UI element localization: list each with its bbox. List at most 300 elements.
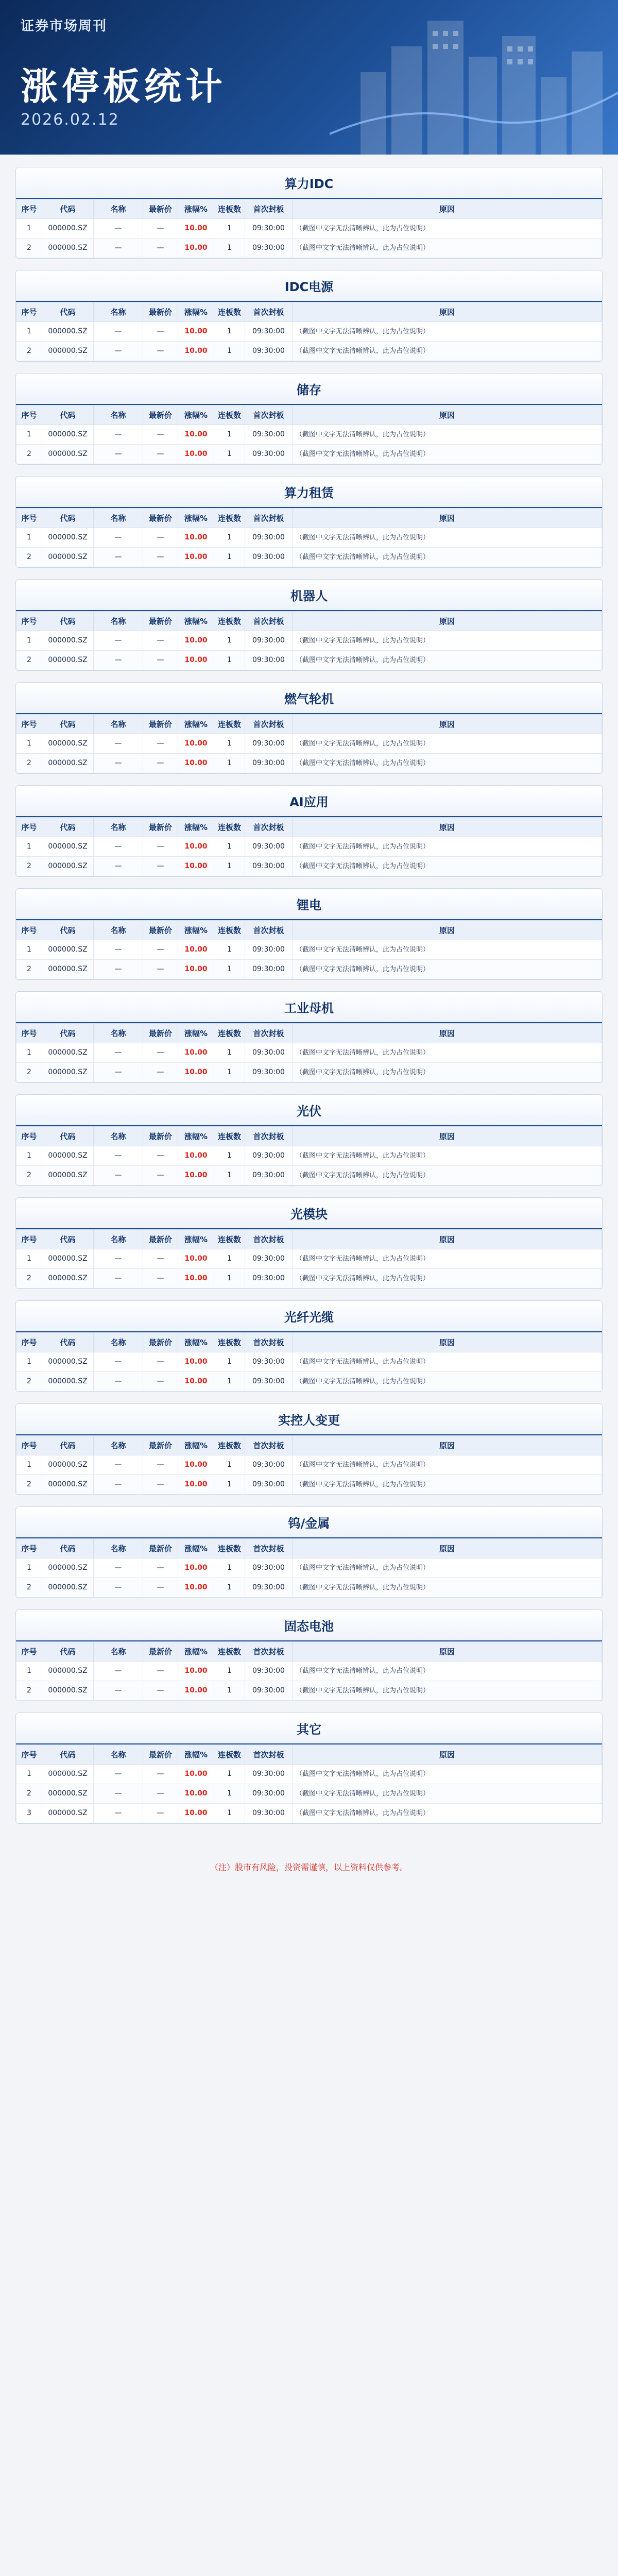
- cell-time: 09:30:00: [245, 548, 293, 567]
- table-header-row: [16, 509, 602, 528]
- column-header: 名称: [94, 199, 143, 219]
- cell-reason: （截图中文字无法清晰辨认，此为占位说明）: [293, 1269, 602, 1289]
- column-header: 首次封板: [245, 715, 293, 734]
- column-header: 首次封板: [245, 1333, 293, 1352]
- cell-price: —: [143, 1765, 178, 1784]
- column-header: 涨幅%: [178, 921, 214, 940]
- sector-title: 钨/金属: [16, 1507, 602, 1538]
- cell-name: —: [94, 528, 143, 548]
- cell-price: —: [143, 322, 178, 342]
- column-header: 代码: [42, 199, 94, 219]
- cell-price: —: [143, 1352, 178, 1372]
- column-header: 代码: [42, 1436, 94, 1455]
- cell-name: —: [94, 1765, 143, 1784]
- cell-time: 09:30:00: [245, 631, 293, 651]
- table-row: [16, 651, 602, 670]
- cell-time: 09:30:00: [245, 1269, 293, 1289]
- column-header: 名称: [94, 1642, 143, 1662]
- cell-boards: 1: [214, 342, 245, 361]
- cell-idx: 2: [16, 445, 42, 464]
- column-header: 名称: [94, 302, 143, 322]
- cell-idx: 2: [16, 651, 42, 670]
- cell-idx: 2: [16, 1681, 42, 1701]
- cell-boards: 1: [214, 1558, 245, 1578]
- column-header: 最新价: [143, 405, 178, 425]
- cell-boards: 1: [214, 1249, 245, 1269]
- cell-boards: 1: [214, 651, 245, 670]
- cell-time: 09:30:00: [245, 651, 293, 670]
- column-header: 名称: [94, 1127, 143, 1146]
- column-header: 涨幅%: [178, 405, 214, 425]
- column-header: 涨幅%: [178, 1436, 214, 1455]
- cell-reason: （截图中文字无法清晰辨认，此为占位说明）: [293, 1372, 602, 1392]
- column-header: 名称: [94, 921, 143, 940]
- cell-pct: 10.00: [178, 1043, 214, 1063]
- cell-name: —: [94, 651, 143, 670]
- cell-reason: （截图中文字无法清晰辨认，此为占位说明）: [293, 1578, 602, 1598]
- column-header: 首次封板: [245, 509, 293, 528]
- column-header: 连板数: [214, 1024, 245, 1043]
- cell-code: 000000.SZ: [42, 857, 94, 876]
- cell-reason: （截图中文字无法清晰辨认，此为占位说明）: [293, 734, 602, 754]
- column-header: 涨幅%: [178, 612, 214, 631]
- column-header: 序号: [16, 1024, 42, 1043]
- cell-reason: （截图中文字无法清晰辨认，此为占位说明）: [293, 1146, 602, 1166]
- cell-code: 000000.SZ: [42, 651, 94, 670]
- cell-boards: 1: [214, 1146, 245, 1166]
- column-header: 名称: [94, 1436, 143, 1455]
- cell-time: 09:30:00: [245, 528, 293, 548]
- cell-time: 09:30:00: [245, 1063, 293, 1082]
- cell-time: 09:30:00: [245, 219, 293, 239]
- cell-time: 09:30:00: [245, 1146, 293, 1166]
- cell-price: —: [143, 445, 178, 464]
- cell-time: 09:30:00: [245, 1372, 293, 1392]
- cell-boards: 1: [214, 1681, 245, 1701]
- table-row: [16, 631, 602, 651]
- cell-boards: 1: [214, 1578, 245, 1598]
- table-row: [16, 322, 602, 342]
- column-header: 代码: [42, 1539, 94, 1558]
- column-header: 连板数: [214, 302, 245, 322]
- sector-title: 算力租赁: [16, 477, 602, 508]
- sector-title: 算力IDC: [16, 167, 602, 199]
- cell-time: 09:30:00: [245, 1681, 293, 1701]
- column-header: 最新价: [143, 1642, 178, 1662]
- cell-pct: 10.00: [178, 1578, 214, 1598]
- column-header: 代码: [42, 1024, 94, 1043]
- column-header: 首次封板: [245, 1024, 293, 1043]
- cell-reason: （截图中文字无法清晰辨认，此为占位说明）: [293, 1249, 602, 1269]
- cell-name: —: [94, 1681, 143, 1701]
- limit-up-table: [16, 405, 602, 464]
- cell-reason: （截图中文字无法清晰辨认，此为占位说明）: [293, 548, 602, 567]
- limit-up-table: [16, 1641, 602, 1701]
- cell-idx: 2: [16, 1166, 42, 1185]
- table-row: [16, 1558, 602, 1578]
- cell-price: —: [143, 1455, 178, 1475]
- cell-price: —: [143, 528, 178, 548]
- cell-code: 000000.SZ: [42, 528, 94, 548]
- column-header: 连板数: [214, 1127, 245, 1146]
- brand-name: 证券市场周刊: [21, 19, 108, 34]
- cell-boards: 1: [214, 548, 245, 567]
- column-header: 代码: [42, 1127, 94, 1146]
- cell-code: 000000.SZ: [42, 1558, 94, 1578]
- column-header: 最新价: [143, 1539, 178, 1558]
- cell-price: —: [143, 1681, 178, 1701]
- table-row: [16, 1662, 602, 1681]
- column-header: 连板数: [214, 715, 245, 734]
- cell-code: 000000.SZ: [42, 1063, 94, 1082]
- cell-time: 09:30:00: [245, 940, 293, 960]
- cell-pct: 10.00: [178, 1662, 214, 1681]
- cell-pct: 10.00: [178, 1146, 214, 1166]
- cell-boards: 1: [214, 322, 245, 342]
- cell-time: 09:30:00: [245, 1352, 293, 1372]
- cell-price: —: [143, 1578, 178, 1598]
- cell-name: —: [94, 960, 143, 979]
- table-row: [16, 548, 602, 567]
- column-header: 最新价: [143, 1333, 178, 1352]
- cell-boards: 1: [214, 1804, 245, 1823]
- cell-idx: 1: [16, 322, 42, 342]
- cell-reason: （截图中文字无法清晰辨认，此为占位说明）: [293, 1558, 602, 1578]
- table-header-row: [16, 818, 602, 837]
- table-row: [16, 219, 602, 239]
- cell-price: —: [143, 1662, 178, 1681]
- cell-price: —: [143, 1269, 178, 1289]
- sector-title: 机器人: [16, 580, 602, 611]
- column-header: 序号: [16, 302, 42, 322]
- column-header: 涨幅%: [178, 1333, 214, 1352]
- cell-code: 000000.SZ: [42, 940, 94, 960]
- column-header: 名称: [94, 1024, 143, 1043]
- cell-reason: （截图中文字无法清晰辨认，此为占位说明）: [293, 754, 602, 773]
- limit-up-table: [16, 817, 602, 876]
- column-header: 涨幅%: [178, 302, 214, 322]
- cell-boards: 1: [214, 734, 245, 754]
- sector-title: 锂电: [16, 889, 602, 920]
- cell-time: 09:30:00: [245, 1475, 293, 1495]
- table-row: [16, 342, 602, 361]
- cell-name: —: [94, 1804, 143, 1823]
- table-row: [16, 1249, 602, 1269]
- cell-name: —: [94, 219, 143, 239]
- cell-idx: 1: [16, 734, 42, 754]
- table-row: [16, 857, 602, 876]
- cell-pct: 10.00: [178, 1804, 214, 1823]
- cell-reason: （截图中文字无法清晰辨认，此为占位说明）: [293, 1662, 602, 1681]
- cell-name: —: [94, 1784, 143, 1804]
- column-header: 连板数: [214, 921, 245, 940]
- column-header: 首次封板: [245, 1539, 293, 1558]
- cell-boards: 1: [214, 960, 245, 979]
- column-header: 最新价: [143, 1230, 178, 1249]
- table-row: [16, 754, 602, 773]
- header-banner: [0, 0, 618, 155]
- cell-boards: 1: [214, 857, 245, 876]
- cell-name: —: [94, 425, 143, 445]
- column-header: 序号: [16, 612, 42, 631]
- column-header: 最新价: [143, 715, 178, 734]
- cell-price: —: [143, 425, 178, 445]
- column-header: 原因: [293, 1127, 602, 1146]
- cell-idx: 2: [16, 1784, 42, 1804]
- table-header-row: [16, 1024, 602, 1043]
- cell-boards: 1: [214, 754, 245, 773]
- sector-section: [15, 1403, 603, 1495]
- cell-pct: 10.00: [178, 1166, 214, 1185]
- cell-name: —: [94, 754, 143, 773]
- cell-idx: 1: [16, 1765, 42, 1784]
- sector-title: 固态电池: [16, 1610, 602, 1641]
- cell-pct: 10.00: [178, 1681, 214, 1701]
- cell-time: 09:30:00: [245, 960, 293, 979]
- cell-pct: 10.00: [178, 239, 214, 258]
- column-header: 涨幅%: [178, 1230, 214, 1249]
- column-header: 最新价: [143, 1436, 178, 1455]
- column-header: 原因: [293, 1539, 602, 1558]
- cell-reason: （截图中文字无法清晰辨认，此为占位说明）: [293, 322, 602, 342]
- cell-code: 000000.SZ: [42, 837, 94, 857]
- column-header: 连板数: [214, 1642, 245, 1662]
- cell-boards: 1: [214, 425, 245, 445]
- column-header: 代码: [42, 1230, 94, 1249]
- sector-title: 储存: [16, 374, 602, 405]
- cell-time: 09:30:00: [245, 342, 293, 361]
- cell-name: —: [94, 1455, 143, 1475]
- cell-reason: （截图中文字无法清晰辨认，此为占位说明）: [293, 342, 602, 361]
- column-header: 名称: [94, 1333, 143, 1352]
- sector-title: 光模块: [16, 1198, 602, 1229]
- cell-pct: 10.00: [178, 219, 214, 239]
- cell-idx: 1: [16, 1043, 42, 1063]
- limit-up-table: [16, 1744, 602, 1823]
- sector-section: [15, 1094, 603, 1186]
- cell-pct: 10.00: [178, 754, 214, 773]
- cell-name: —: [94, 1352, 143, 1372]
- cell-code: 000000.SZ: [42, 1455, 94, 1475]
- cell-name: —: [94, 1166, 143, 1185]
- column-header: 原因: [293, 302, 602, 322]
- cell-name: —: [94, 1269, 143, 1289]
- cell-code: 000000.SZ: [42, 1662, 94, 1681]
- cell-time: 09:30:00: [245, 837, 293, 857]
- table-header-row: [16, 302, 602, 322]
- limit-up-table: [16, 508, 602, 567]
- table-row: [16, 1043, 602, 1063]
- table-header-row: [16, 1127, 602, 1146]
- table-row: [16, 425, 602, 445]
- cell-reason: （截图中文字无法清晰辨认，此为占位说明）: [293, 837, 602, 857]
- cell-time: 09:30:00: [245, 445, 293, 464]
- cell-name: —: [94, 1043, 143, 1063]
- limit-up-table: [16, 1435, 602, 1495]
- column-header: 涨幅%: [178, 1642, 214, 1662]
- column-header: 名称: [94, 405, 143, 425]
- cell-idx: 2: [16, 1475, 42, 1495]
- cell-name: —: [94, 322, 143, 342]
- table-row: [16, 1804, 602, 1823]
- cell-price: —: [143, 857, 178, 876]
- column-header: 涨幅%: [178, 818, 214, 837]
- column-header: 涨幅%: [178, 1539, 214, 1558]
- table-header-row: [16, 1642, 602, 1662]
- cell-boards: 1: [214, 1269, 245, 1289]
- cell-pct: 10.00: [178, 940, 214, 960]
- column-header: 涨幅%: [178, 509, 214, 528]
- cell-boards: 1: [214, 1455, 245, 1475]
- sector-section: [15, 167, 603, 259]
- cell-boards: 1: [214, 239, 245, 258]
- table-row: [16, 1166, 602, 1185]
- sector-title: 实控人变更: [16, 1404, 602, 1435]
- sector-section: [15, 1609, 603, 1701]
- sector-section: [15, 476, 603, 568]
- cell-reason: （截图中文字无法清晰辨认，此为占位说明）: [293, 960, 602, 979]
- sector-section: [15, 1506, 603, 1598]
- cell-idx: 1: [16, 1662, 42, 1681]
- column-header: 代码: [42, 1745, 94, 1765]
- column-header: 最新价: [143, 1127, 178, 1146]
- column-header: 名称: [94, 1745, 143, 1765]
- sector-section: [15, 682, 603, 774]
- column-header: 连板数: [214, 1745, 245, 1765]
- column-header: 序号: [16, 1333, 42, 1352]
- cell-boards: 1: [214, 1043, 245, 1063]
- sector-title: 燃气轮机: [16, 683, 602, 714]
- column-header: 首次封板: [245, 1642, 293, 1662]
- sector-title: AI应用: [16, 786, 602, 817]
- cell-price: —: [143, 734, 178, 754]
- cell-code: 000000.SZ: [42, 425, 94, 445]
- column-header: 代码: [42, 302, 94, 322]
- table-header-row: [16, 405, 602, 425]
- cell-reason: （截图中文字无法清晰辨认，此为占位说明）: [293, 528, 602, 548]
- cell-price: —: [143, 631, 178, 651]
- column-header: 代码: [42, 509, 94, 528]
- cell-code: 000000.SZ: [42, 342, 94, 361]
- column-header: 代码: [42, 921, 94, 940]
- cell-idx: 2: [16, 342, 42, 361]
- column-header: 连板数: [214, 1230, 245, 1249]
- report-date: 2026.02.12: [21, 111, 119, 129]
- cell-time: 09:30:00: [245, 754, 293, 773]
- column-header: 名称: [94, 1539, 143, 1558]
- column-header: 名称: [94, 1230, 143, 1249]
- cell-idx: 1: [16, 837, 42, 857]
- cell-price: —: [143, 960, 178, 979]
- cell-pct: 10.00: [178, 734, 214, 754]
- cell-name: —: [94, 1249, 143, 1269]
- cell-name: —: [94, 734, 143, 754]
- cell-pct: 10.00: [178, 1249, 214, 1269]
- cell-idx: 2: [16, 1063, 42, 1082]
- column-header: 最新价: [143, 1024, 178, 1043]
- column-header: 连板数: [214, 1436, 245, 1455]
- sector-section: [15, 785, 603, 877]
- column-header: 代码: [42, 1642, 94, 1662]
- cell-time: 09:30:00: [245, 1578, 293, 1598]
- cell-pct: 10.00: [178, 1269, 214, 1289]
- table-row: [16, 1063, 602, 1082]
- column-header: 原因: [293, 921, 602, 940]
- cell-price: —: [143, 1558, 178, 1578]
- cell-name: —: [94, 631, 143, 651]
- cell-name: —: [94, 1063, 143, 1082]
- cell-time: 09:30:00: [245, 239, 293, 258]
- column-header: 原因: [293, 405, 602, 425]
- table-row: [16, 445, 602, 464]
- column-header: 首次封板: [245, 1436, 293, 1455]
- cell-price: —: [143, 1043, 178, 1063]
- limit-up-table: [16, 199, 602, 258]
- cell-code: 000000.SZ: [42, 631, 94, 651]
- cell-code: 000000.SZ: [42, 239, 94, 258]
- cell-pct: 10.00: [178, 1558, 214, 1578]
- cell-reason: （截图中文字无法清晰辨认，此为占位说明）: [293, 219, 602, 239]
- cell-idx: 2: [16, 1578, 42, 1598]
- cell-code: 000000.SZ: [42, 1166, 94, 1185]
- cell-name: —: [94, 857, 143, 876]
- limit-up-table: [16, 714, 602, 773]
- cell-reason: （截图中文字无法清晰辨认，此为占位说明）: [293, 1455, 602, 1475]
- sector-section: [15, 991, 603, 1083]
- cell-time: 09:30:00: [245, 322, 293, 342]
- cell-price: —: [143, 1784, 178, 1804]
- cell-name: —: [94, 1662, 143, 1681]
- cell-time: 09:30:00: [245, 1249, 293, 1269]
- cell-pct: 10.00: [178, 857, 214, 876]
- cell-name: —: [94, 1146, 143, 1166]
- column-header: 序号: [16, 715, 42, 734]
- cell-boards: 1: [214, 837, 245, 857]
- sector-title: 其它: [16, 1713, 602, 1744]
- cell-code: 000000.SZ: [42, 754, 94, 773]
- cell-idx: 2: [16, 239, 42, 258]
- cell-price: —: [143, 1372, 178, 1392]
- sector-section: [15, 888, 603, 980]
- cell-idx: 1: [16, 1455, 42, 1475]
- cell-idx: 2: [16, 857, 42, 876]
- table-header-row: [16, 921, 602, 940]
- column-header: 名称: [94, 715, 143, 734]
- cell-reason: （截图中文字无法清晰辨认，此为占位说明）: [293, 1681, 602, 1701]
- cell-pct: 10.00: [178, 425, 214, 445]
- cell-idx: 2: [16, 754, 42, 773]
- cell-pct: 10.00: [178, 445, 214, 464]
- sector-section: [15, 579, 603, 671]
- column-header: 涨幅%: [178, 715, 214, 734]
- cell-idx: 2: [16, 1269, 42, 1289]
- cell-boards: 1: [214, 1662, 245, 1681]
- column-header: 代码: [42, 1333, 94, 1352]
- cell-code: 000000.SZ: [42, 1269, 94, 1289]
- column-header: 序号: [16, 1745, 42, 1765]
- cell-reason: （截图中文字无法清晰辨认，此为占位说明）: [293, 1804, 602, 1823]
- column-header: 原因: [293, 1230, 602, 1249]
- column-header: 涨幅%: [178, 199, 214, 219]
- cell-idx: 1: [16, 1146, 42, 1166]
- column-header: 连板数: [214, 1333, 245, 1352]
- cell-time: 09:30:00: [245, 1662, 293, 1681]
- column-header: 序号: [16, 1127, 42, 1146]
- column-header: 代码: [42, 612, 94, 631]
- table-header-row: [16, 715, 602, 734]
- cell-pct: 10.00: [178, 1455, 214, 1475]
- column-header: 序号: [16, 199, 42, 219]
